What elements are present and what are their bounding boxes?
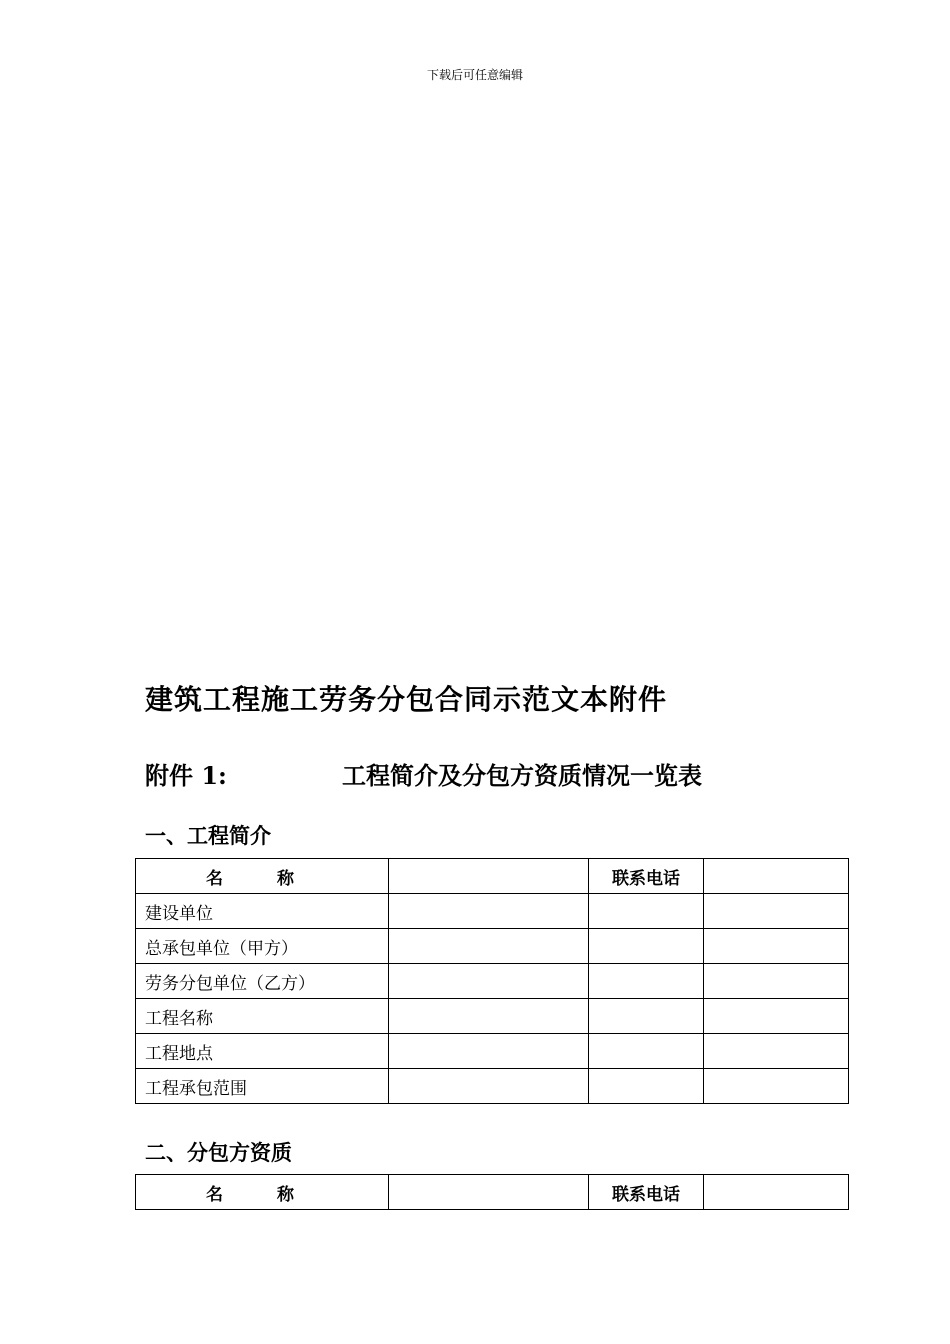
table-header-row xyxy=(136,1175,849,1210)
row-value xyxy=(389,1034,589,1069)
row-value xyxy=(589,894,704,929)
phone-value-cell xyxy=(704,1175,849,1210)
row-value xyxy=(389,929,589,964)
row-value xyxy=(389,1069,589,1104)
table-row xyxy=(136,894,849,929)
row-label: 劳务分包单位（乙方） xyxy=(136,964,389,999)
project-info-table xyxy=(135,858,849,1104)
row-value xyxy=(589,929,704,964)
row-label: 工程名称 xyxy=(136,999,389,1034)
row-value xyxy=(589,964,704,999)
name-value-cell xyxy=(389,1175,589,1210)
table-row xyxy=(136,929,849,964)
row-value xyxy=(704,1069,849,1104)
header-phone-cell: 联系电话 xyxy=(589,859,704,894)
row-value xyxy=(589,1034,704,1069)
name-value-cell xyxy=(389,859,589,894)
row-value xyxy=(589,999,704,1034)
section2-heading: 二、分包方资质 xyxy=(145,1140,292,1165)
table-header-row xyxy=(136,859,849,894)
row-value xyxy=(704,964,849,999)
header-name-cell: 名 称 xyxy=(136,859,389,894)
table-row xyxy=(136,1034,849,1069)
row-value xyxy=(704,999,849,1034)
phone-value-cell xyxy=(704,859,849,894)
header-phone-cell: 联系电话 xyxy=(589,1175,704,1210)
attachment-label: 附件 1: xyxy=(145,761,227,790)
row-value xyxy=(389,964,589,999)
row-value xyxy=(389,999,589,1034)
attachment-title: 工程简介及分包方资质情况一览表 xyxy=(342,761,702,790)
document-title: 建筑工程施工劳务分包合同示范文本附件 xyxy=(145,683,668,716)
header-name-cell: 名 称 xyxy=(136,1175,389,1210)
row-value xyxy=(704,1034,849,1069)
header-note: 下载后可任意编辑 xyxy=(426,68,523,82)
row-label: 建设单位 xyxy=(136,894,389,929)
subcontractor-qualification-table xyxy=(135,1174,849,1210)
section1-heading: 一、工程简介 xyxy=(145,823,271,848)
row-value xyxy=(704,929,849,964)
table-row xyxy=(136,964,849,999)
row-label: 工程地点 xyxy=(136,1034,389,1069)
row-value xyxy=(589,1069,704,1104)
row-label: 总承包单位（甲方） xyxy=(136,929,389,964)
table-row xyxy=(136,999,849,1034)
row-value xyxy=(704,894,849,929)
row-value xyxy=(389,894,589,929)
table-row xyxy=(136,1069,849,1104)
row-label: 工程承包范围 xyxy=(136,1069,389,1104)
